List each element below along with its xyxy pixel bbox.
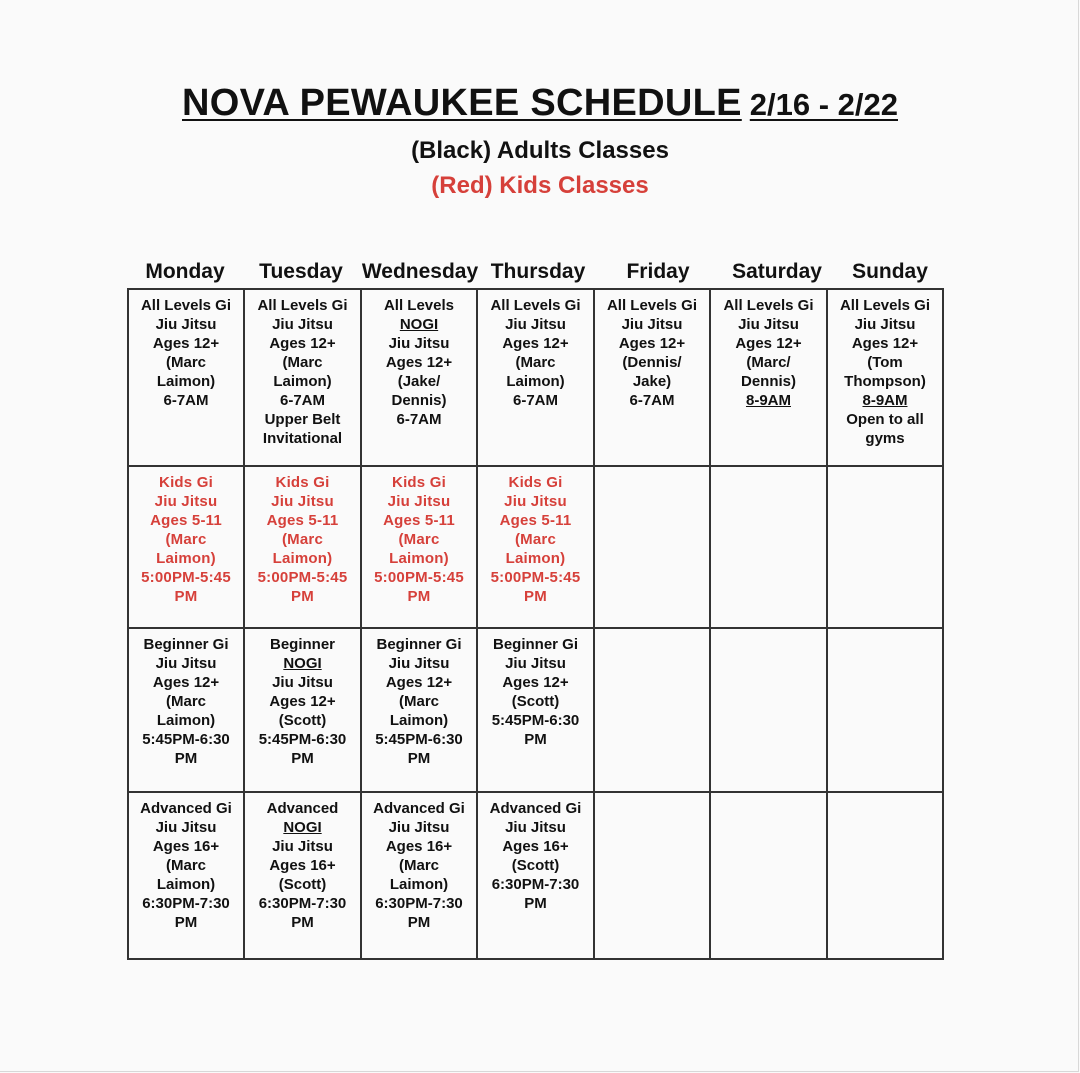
class-cell-saturday bbox=[710, 628, 827, 792]
class-line: PM bbox=[291, 750, 314, 767]
class-cell-friday bbox=[594, 466, 710, 628]
class-line: All Levels Gi bbox=[723, 297, 814, 314]
class-line: 6:30PM-7:30 bbox=[142, 895, 230, 912]
class-line: Jiu Jitsu bbox=[388, 335, 450, 352]
class-cell-sunday bbox=[827, 466, 943, 628]
class-line: (Marc bbox=[514, 531, 556, 548]
class-line: Ages 12+ bbox=[618, 335, 686, 352]
schedule-row bbox=[128, 466, 943, 628]
class-cell-thursday bbox=[477, 466, 594, 628]
class-line: Laimon) bbox=[156, 876, 216, 893]
class-line: Laimon) bbox=[273, 373, 332, 390]
class-cell-thursday bbox=[477, 792, 594, 959]
class-line: PM bbox=[174, 914, 198, 931]
class-line: Jiu Jitsu bbox=[155, 819, 217, 836]
class-line: Jiu Jitsu bbox=[388, 655, 450, 672]
page-title bbox=[0, 82, 1080, 125]
class-line: Advanced Gi bbox=[373, 800, 465, 817]
class-cell-tuesday bbox=[244, 628, 361, 792]
day-header-friday: Friday bbox=[626, 260, 690, 283]
schedule-grid bbox=[127, 288, 944, 960]
day-header-monday: Monday bbox=[145, 260, 225, 283]
class-line: Ages 5-11 bbox=[266, 512, 339, 529]
class-line: Ages 12+ bbox=[735, 335, 802, 352]
class-line: Kids Gi bbox=[159, 474, 213, 491]
class-cell-tuesday bbox=[244, 466, 361, 628]
class-line: Laimon) bbox=[389, 712, 449, 729]
class-line: Jiu Jitsu bbox=[387, 493, 451, 510]
class-line: All Levels Gi bbox=[490, 297, 581, 314]
class-line: Ages 12+ bbox=[152, 335, 220, 352]
class-line: Jiu Jitsu bbox=[505, 655, 566, 672]
class-line: Advanced Gi bbox=[140, 800, 232, 817]
class-line: Ages 5-11 bbox=[150, 512, 222, 529]
class-line: 5:00PM-5:45 bbox=[141, 569, 231, 586]
class-line: Jiu Jitsu bbox=[388, 819, 450, 836]
schedule-row bbox=[128, 628, 943, 792]
class-line: All Levels bbox=[383, 297, 455, 314]
class-cell-friday bbox=[594, 289, 710, 466]
class-line: All Levels Gi bbox=[606, 297, 698, 314]
class-line: (Jake/ bbox=[397, 373, 441, 390]
class-cell-wednesday bbox=[361, 289, 477, 466]
class-line: Dennis) bbox=[740, 373, 796, 390]
day-header-saturday: Saturday bbox=[732, 260, 822, 283]
class-line: Ages 12+ bbox=[269, 693, 336, 710]
class-line: PM bbox=[291, 914, 314, 931]
class-line: Laimon) bbox=[156, 550, 216, 567]
class-line: (Scott) bbox=[511, 693, 560, 710]
class-line: Ages 12+ bbox=[502, 674, 569, 691]
class-line: Jiu Jitsu bbox=[272, 838, 333, 855]
class-line: (Tom bbox=[867, 354, 903, 371]
class-line: NOGI bbox=[283, 819, 322, 836]
class-line: Ages 12+ bbox=[385, 674, 453, 691]
class-line: Invitational bbox=[262, 430, 343, 447]
class-cell-monday bbox=[128, 289, 244, 466]
class-cell-sunday bbox=[827, 792, 943, 959]
class-cell-friday bbox=[594, 628, 710, 792]
class-line: Jiu Jitsu bbox=[271, 493, 334, 510]
class-line: Jiu Jitsu bbox=[505, 316, 566, 333]
class-line: 6:30PM-7:30 bbox=[375, 895, 463, 912]
class-line: PM bbox=[524, 895, 547, 912]
class-line: All Levels Gi bbox=[839, 297, 931, 314]
legend-adults: (Black) Adults Classes bbox=[411, 137, 669, 164]
class-line: Ages 16+ bbox=[152, 838, 220, 855]
class-cell-monday bbox=[128, 628, 244, 792]
class-line: Jiu Jitsu bbox=[154, 493, 218, 510]
class-line: gyms bbox=[865, 430, 905, 447]
class-line: Ages 12+ bbox=[502, 335, 569, 352]
class-line: Ages 16+ bbox=[502, 838, 569, 855]
class-line: Open to all bbox=[846, 411, 924, 428]
class-cell-monday bbox=[128, 466, 244, 628]
class-line: (Scott) bbox=[278, 712, 327, 729]
class-line: Upper Belt bbox=[264, 411, 341, 428]
class-line: Ages 12+ bbox=[152, 674, 220, 691]
class-line: Laimon) bbox=[389, 550, 449, 567]
class-cell-wednesday bbox=[361, 792, 477, 959]
class-line: (Marc bbox=[165, 354, 206, 371]
class-line: 5:45PM-6:30 bbox=[491, 712, 580, 729]
class-line: Laimon) bbox=[156, 712, 216, 729]
class-line: (Marc bbox=[282, 354, 323, 371]
class-line: Jiu Jitsu bbox=[504, 493, 567, 510]
class-cell-wednesday bbox=[361, 466, 477, 628]
class-line: Beginner Gi bbox=[143, 636, 229, 653]
class-line: 5:45PM-6:30 bbox=[258, 731, 347, 748]
class-line: (Marc bbox=[165, 693, 206, 710]
class-line: Ages 12+ bbox=[851, 335, 919, 352]
day-header-sunday: Sunday bbox=[852, 260, 928, 283]
class-line: Beginner Gi bbox=[376, 636, 462, 653]
class-cell-tuesday bbox=[244, 792, 361, 959]
schedule-grid-body bbox=[128, 289, 943, 959]
class-line: Laimon) bbox=[156, 373, 216, 390]
legend-kids: (Red) Kids Classes bbox=[431, 172, 649, 199]
class-line: Jiu Jitsu bbox=[272, 316, 333, 333]
class-line: Advanced Gi bbox=[489, 800, 582, 817]
class-line: All Levels Gi bbox=[257, 297, 348, 314]
class-cell-saturday bbox=[710, 792, 827, 959]
class-line: Jiu Jitsu bbox=[854, 316, 916, 333]
class-cell-sunday bbox=[827, 289, 943, 466]
class-line: Laimon) bbox=[506, 373, 565, 390]
schedule-dates: 2/16 - 2/22 bbox=[749, 87, 898, 122]
class-line: (Marc bbox=[281, 531, 323, 548]
class-cell-wednesday bbox=[361, 628, 477, 792]
class-line: Thompson) bbox=[844, 373, 926, 390]
class-line: Beginner Gi bbox=[492, 636, 578, 653]
class-line: PM bbox=[407, 750, 431, 767]
class-cell-saturday bbox=[710, 289, 827, 466]
class-line: Kids Gi bbox=[392, 474, 446, 491]
class-cell-thursday bbox=[477, 289, 594, 466]
class-line: 6:30PM-7:30 bbox=[258, 895, 347, 912]
class-line: (Marc/ bbox=[746, 354, 791, 371]
class-line: (Marc bbox=[515, 354, 556, 371]
class-line: PM bbox=[524, 731, 547, 748]
class-line: Ages 5-11 bbox=[383, 512, 455, 529]
class-line: Jiu Jitsu bbox=[155, 316, 217, 333]
class-line: Ages 16+ bbox=[385, 838, 453, 855]
schedule-row bbox=[128, 792, 943, 959]
day-header-wednesday: Wednesday bbox=[361, 260, 479, 283]
class-line: Laimon) bbox=[389, 876, 449, 893]
class-line: Jiu Jitsu bbox=[155, 655, 217, 672]
class-cell-thursday bbox=[477, 628, 594, 792]
class-cell-sunday bbox=[827, 628, 943, 792]
class-line: (Marc bbox=[165, 857, 206, 874]
class-line: 6-7AM bbox=[279, 392, 325, 409]
class-line: (Scott) bbox=[278, 876, 327, 893]
class-line: 5:00PM-5:45 bbox=[490, 569, 581, 586]
class-line: Laimon) bbox=[272, 550, 333, 567]
class-line: Jake) bbox=[632, 373, 672, 390]
class-line: 8-9AM bbox=[862, 392, 908, 409]
class-line: 6-7AM bbox=[629, 392, 675, 409]
class-line: All Levels Gi bbox=[140, 297, 232, 314]
class-line: PM bbox=[407, 588, 431, 605]
day-header-thursday: Thursday bbox=[490, 260, 586, 283]
class-line: PM bbox=[174, 750, 198, 767]
class-line: Jiu Jitsu bbox=[621, 316, 683, 333]
class-line: (Marc bbox=[398, 693, 439, 710]
class-line: Ages 12+ bbox=[269, 335, 336, 352]
class-line: 5:00PM-5:45 bbox=[374, 569, 464, 586]
class-line: PM bbox=[407, 914, 431, 931]
class-line: Jiu Jitsu bbox=[272, 674, 333, 691]
class-line: Beginner bbox=[269, 636, 335, 653]
class-cell-monday bbox=[128, 792, 244, 959]
class-line: Dennis) bbox=[391, 392, 447, 409]
class-line: PM bbox=[524, 588, 547, 605]
class-line: (Marc bbox=[398, 531, 440, 548]
class-line: 6-7AM bbox=[512, 392, 558, 409]
class-line: (Dennis/ bbox=[622, 354, 682, 371]
class-line: Advanced bbox=[266, 800, 339, 817]
class-line: 6-7AM bbox=[163, 392, 209, 409]
class-line: (Scott) bbox=[511, 857, 560, 874]
class-line: PM bbox=[174, 588, 198, 605]
day-header-tuesday: Tuesday bbox=[259, 260, 343, 283]
class-line: PM bbox=[291, 588, 314, 605]
schedule-title: NOVA PEWAUKEE SCHEDULE bbox=[182, 82, 742, 124]
schedule-row bbox=[128, 289, 943, 466]
class-line: 5:45PM-6:30 bbox=[142, 731, 230, 748]
class-line: Kids Gi bbox=[508, 474, 563, 491]
class-line: NOGI bbox=[399, 316, 439, 333]
class-line: 8-9AM bbox=[745, 392, 791, 409]
class-line: 5:00PM-5:45 bbox=[257, 569, 348, 586]
class-line: (Marc bbox=[165, 531, 207, 548]
class-line: Jiu Jitsu bbox=[505, 819, 566, 836]
class-line: NOGI bbox=[283, 655, 322, 672]
class-line: Ages 16+ bbox=[269, 857, 336, 874]
class-line: (Marc bbox=[398, 857, 439, 874]
class-cell-friday bbox=[594, 792, 710, 959]
class-line: 6-7AM bbox=[396, 411, 442, 428]
class-line: 5:45PM-6:30 bbox=[375, 731, 463, 748]
class-cell-tuesday bbox=[244, 289, 361, 466]
class-cell-saturday bbox=[710, 466, 827, 628]
class-line: Ages 12+ bbox=[385, 354, 453, 371]
class-line: Ages 5-11 bbox=[499, 512, 572, 529]
class-line: 6:30PM-7:30 bbox=[491, 876, 580, 893]
class-line: Kids Gi bbox=[275, 474, 330, 491]
class-line: Jiu Jitsu bbox=[738, 316, 799, 333]
class-line: Laimon) bbox=[505, 550, 566, 567]
